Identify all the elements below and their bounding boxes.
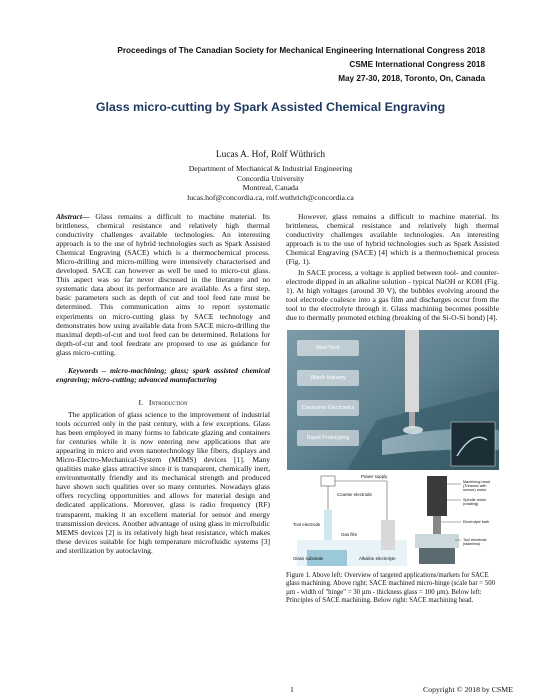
badge-watch-industry: Watch Industry xyxy=(297,370,359,386)
label-gas-film: Gas film xyxy=(341,532,358,537)
badge-med-tech: Med Tech xyxy=(297,340,359,356)
affiliation-city: Montreal, Canada xyxy=(242,183,299,192)
figure-caption: Figure 1. Above left: Overview of targeted applications/markets for SACE glass machining. Above right: SACE machined micro-hinge (scale bar = 500 µm - width of "hinge" = 30 µm - thickness glass = 100 µm). Below left: Principles of SACE machining. Below right: SACE machining head. xyxy=(286,572,496,605)
affiliation-emails: lucas.hof@concordia.ca, rolf.wuthrich@concordia.ca xyxy=(187,192,354,202)
label-machine-0: Machining head (Trinamic with sensor) motor xyxy=(463,480,490,493)
label-electrolyte: Alkaline electrolyte xyxy=(359,556,396,561)
right-paragraph-2 xyxy=(286,268,499,322)
affiliation xyxy=(0,164,541,202)
right-p2-text: In SACE process, a voltage is applied between tool- and counter-electrode dipped in an alkaline solution - typical NaOH or KOH (Fig. 1). At high voltages (around 30 V), the bubbles evolving around the tool electrode coalesce into a gas film and discharges occur from the tool to the electrolyte through it. Glass machining becomes possible due to thermally promoted etching (breaking of the Si-O-Si bond) [4]. xyxy=(286,268,499,323)
label-tool-electrode: Tool electrode xyxy=(293,522,321,527)
label-machine-3: Tool electrode (stainless) xyxy=(463,538,487,547)
congress-line: CSME International Congress 2018 xyxy=(349,60,485,69)
paper-title: Glass micro-cutting by Spark Assisted Chemical Engraving xyxy=(95,100,446,114)
page-number: 1 xyxy=(290,685,294,694)
keywords-label: Keywords – xyxy=(68,366,111,375)
label-machine-1: Spindle motor (rotating) xyxy=(463,498,487,507)
proceedings-line: Proceedings of The Canadian Society for Mechanical Engineering International Congress 2018 xyxy=(117,46,485,55)
intro-text xyxy=(56,410,270,555)
keywords-text: micro-machining; glass; spark assisted chemical engraving; micro-cutting; advanced manufacturing xyxy=(56,366,270,385)
label-power-supply: Power supply xyxy=(361,474,388,479)
affiliation-university: Concordia University xyxy=(236,173,305,183)
label-counter-electrode: Counter electrode xyxy=(337,492,372,497)
section-title: Introduction xyxy=(148,398,188,407)
badge-consumer-electronics: Consumer Electronics xyxy=(297,400,359,416)
section-number: I. xyxy=(138,398,143,407)
authors: Lucas A. Hof, Rolf Wüthrich xyxy=(215,150,326,160)
dates-line: May 27-30, 2018, Toronto, On, Canada xyxy=(338,74,485,83)
figure-diagrams xyxy=(287,470,499,570)
section-heading xyxy=(56,398,270,407)
right-paragraph-1 xyxy=(286,212,499,266)
badge-rapid-prototyping: Rapid Prototyping xyxy=(297,430,359,446)
keywords xyxy=(56,366,270,384)
figure-photo xyxy=(287,330,499,470)
right-p1-text: However, glass remains a difficult to machine material. Its brittleness, chemical resistance and relatively high thermal conductivity challenges available technologies. An interesting approach is to the use of hybrid technologies such as Spark Assisted Chemical Engraving (SACE) [4] which is a thermochemical process (Fig. 1). xyxy=(286,212,499,267)
copyright: Copyright © 2018 by CSME xyxy=(423,685,513,694)
intro-paragraph: The application of glass science to the improvement of industrial tools occurred only in the past century, with a few exceptions. Glass has been employed in many forms to fabricate glazing and containers for centuries while it is now entering new applications that are appearing in micro and even nanotechnology like fibers, displays and Micro-Electro-Mechanical-System (MEMS) devices [1]. Many qualities make glass attractive since it is transparent, chemically inert, environmentally friendly and its mechanical strength and produced have shown such qualities over so many centuries. Nowadays glass offers recycling opportunities and allows for material design and dedicated applications. Moreover, glass is radio frequency (RF) transparent, making it an excellent material for sensor and energy transmission devices. Another advantage of using glass in microfluidic MEMS devices [2] is its relatively high heat resistance, which makes these devices suitable for high temperature microfluidic systems [3] and sterilization by autoclaving. xyxy=(56,410,270,555)
abstract-label: Abstract— xyxy=(56,212,90,221)
affiliation-dept: Department of Mechanical & Industrial Engineering xyxy=(188,164,353,173)
label-glass-substrate: Glass substrate xyxy=(293,556,324,561)
abstract-text: Glass remains a difficult to machine material. Its brittleness, chemical resistance and relatively high thermal conductivity challenges available technologies. An interesting approach is to the use of hybrid technologies such as Spark Assisted Chemical Engraving (SACE) which is a thermochemical process. Micro-drilling and micro-milling were intensively characterised and developed. SACE can however as well be used to micro-cut glass. This aspect was so far never discussed in the literature and no systematic data about its performance are available. As a first step, basic parameters such as depth of cut and tool feed rate must be determined. This communication aims to report systematic experiments on micro-cutting glass by SACE technology and demonstrates how using available data from SACE micro-drilling the maximal depth-of-cut and tool feed can be determined. Relations for depth-of-cut and tool feedrate are proposed to use as guidance for glass micro-cutting. xyxy=(56,212,270,357)
abstract xyxy=(56,212,270,357)
label-machine-2: Electrolyte bath xyxy=(463,520,490,524)
